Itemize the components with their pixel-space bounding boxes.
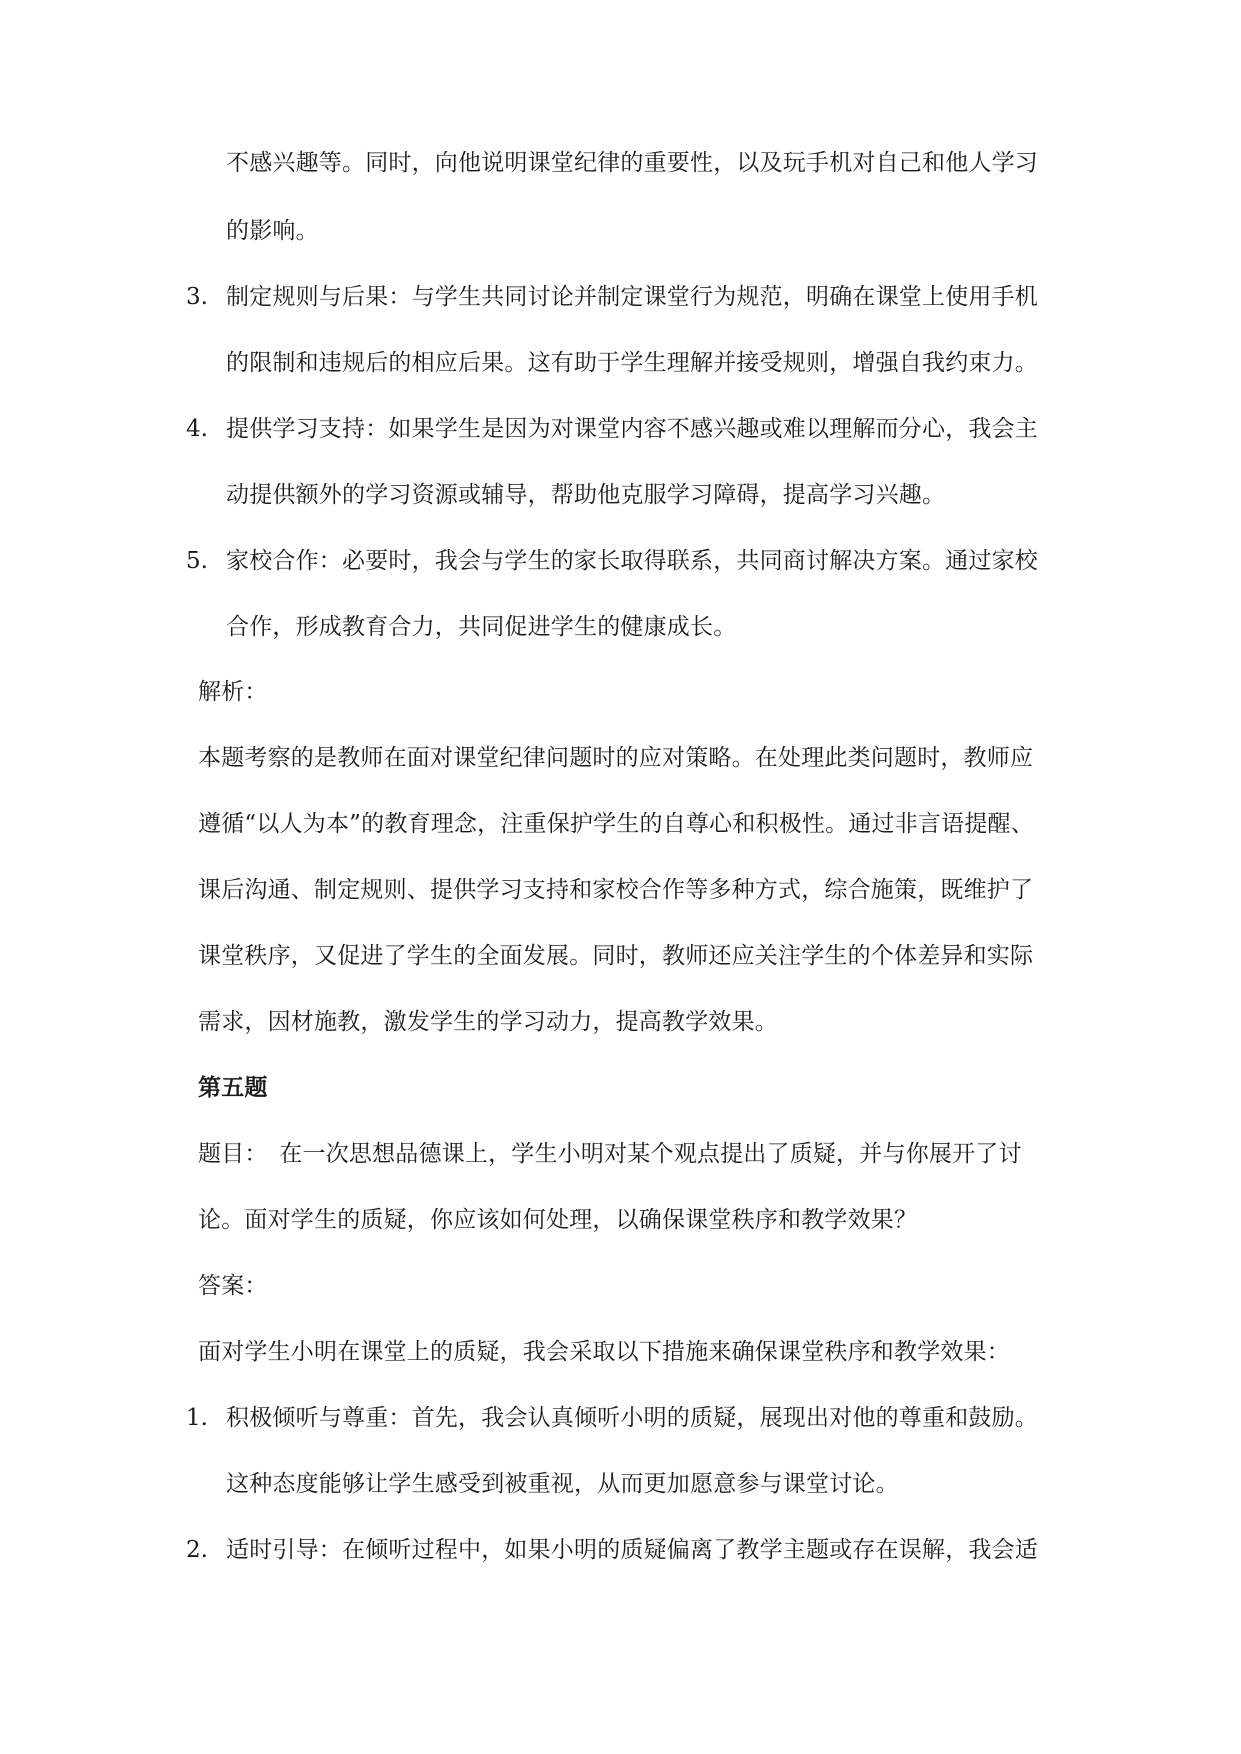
question-line: 题目： 在一次思想品德课上，学生小明对某个观点提出了质疑，并与你展开了讨 xyxy=(198,1141,1022,1167)
analysis-line: 遵循“以人为本”的教育理念，注重保护学生的自尊心和积极性。通过非言语提醒、 xyxy=(198,811,1034,837)
analysis-line: 本题考察的是教师在面对课堂纪律问题时的应对策略。在处理此类问题时，教师应 xyxy=(198,745,1034,771)
analysis-line: 课堂秩序，又促进了学生的全面发展。同时，教师还应关注学生的个体差异和实际 xyxy=(198,943,1034,969)
question-line: 论。面对学生的质疑，你应该如何处理，以确保课堂秩序和教学效果？ xyxy=(198,1207,918,1233)
list-item-number: 2. xyxy=(186,1537,208,1563)
analysis-label: 解析： xyxy=(198,679,268,705)
list-item-line: 动提供额外的学习资源或辅导，帮助他克服学习障碍，提高学习兴趣。 xyxy=(226,482,946,508)
list-item-number: 5. xyxy=(186,548,208,574)
list-item-number: 1. xyxy=(186,1405,208,1431)
answer-label: 答案： xyxy=(198,1273,268,1299)
section-heading: 第五题 xyxy=(198,1074,268,1101)
list-item-line: 适时引导：在倾听过程中，如果小明的质疑偏离了教学主题或存在误解，我会适 xyxy=(226,1537,1038,1563)
continuation-line-1: 不感兴趣等。同时，向他说明课堂纪律的重要性，以及玩手机对自己和他人学习 xyxy=(226,150,1038,176)
continuation-line-2: 的影响。 xyxy=(226,218,319,244)
list-item-line: 这种态度能够让学生感受到被重视，从而更加愿意参与课堂讨论。 xyxy=(226,1471,899,1497)
list-item-line: 家校合作：必要时，我会与学生的家长取得联系，共同商讨解决方案。通过家校 xyxy=(226,548,1038,574)
list-item-number: 3. xyxy=(186,284,208,310)
list-item-line: 合作，形成教育合力，共同促进学生的健康成长。 xyxy=(226,614,737,640)
list-item-number: 4. xyxy=(186,416,208,442)
answer-intro: 面对学生小明在课堂上的质疑，我会采取以下措施来确保课堂秩序和教学效果： xyxy=(198,1339,1010,1365)
analysis-line: 需求，因材施教，激发学生的学习动力，提高教学效果。 xyxy=(198,1009,778,1035)
analysis-line: 课后沟通、制定规则、提供学习支持和家校合作等多种方式，综合施策，既维护了 xyxy=(198,877,1034,903)
list-item-line: 积极倾听与尊重：首先，我会认真倾听小明的质疑，展现出对他的尊重和鼓励。 xyxy=(226,1405,1038,1431)
list-item-line: 制定规则与后果：与学生共同讨论并制定课堂行为规范，明确在课堂上使用手机 xyxy=(226,284,1038,310)
list-item-line: 提供学习支持：如果学生是因为对课堂内容不感兴趣或难以理解而分心，我会主 xyxy=(226,416,1038,442)
list-item-line: 的限制和违规后的相应后果。这有助于学生理解并接受规则，增强自我约束力。 xyxy=(226,350,1038,376)
